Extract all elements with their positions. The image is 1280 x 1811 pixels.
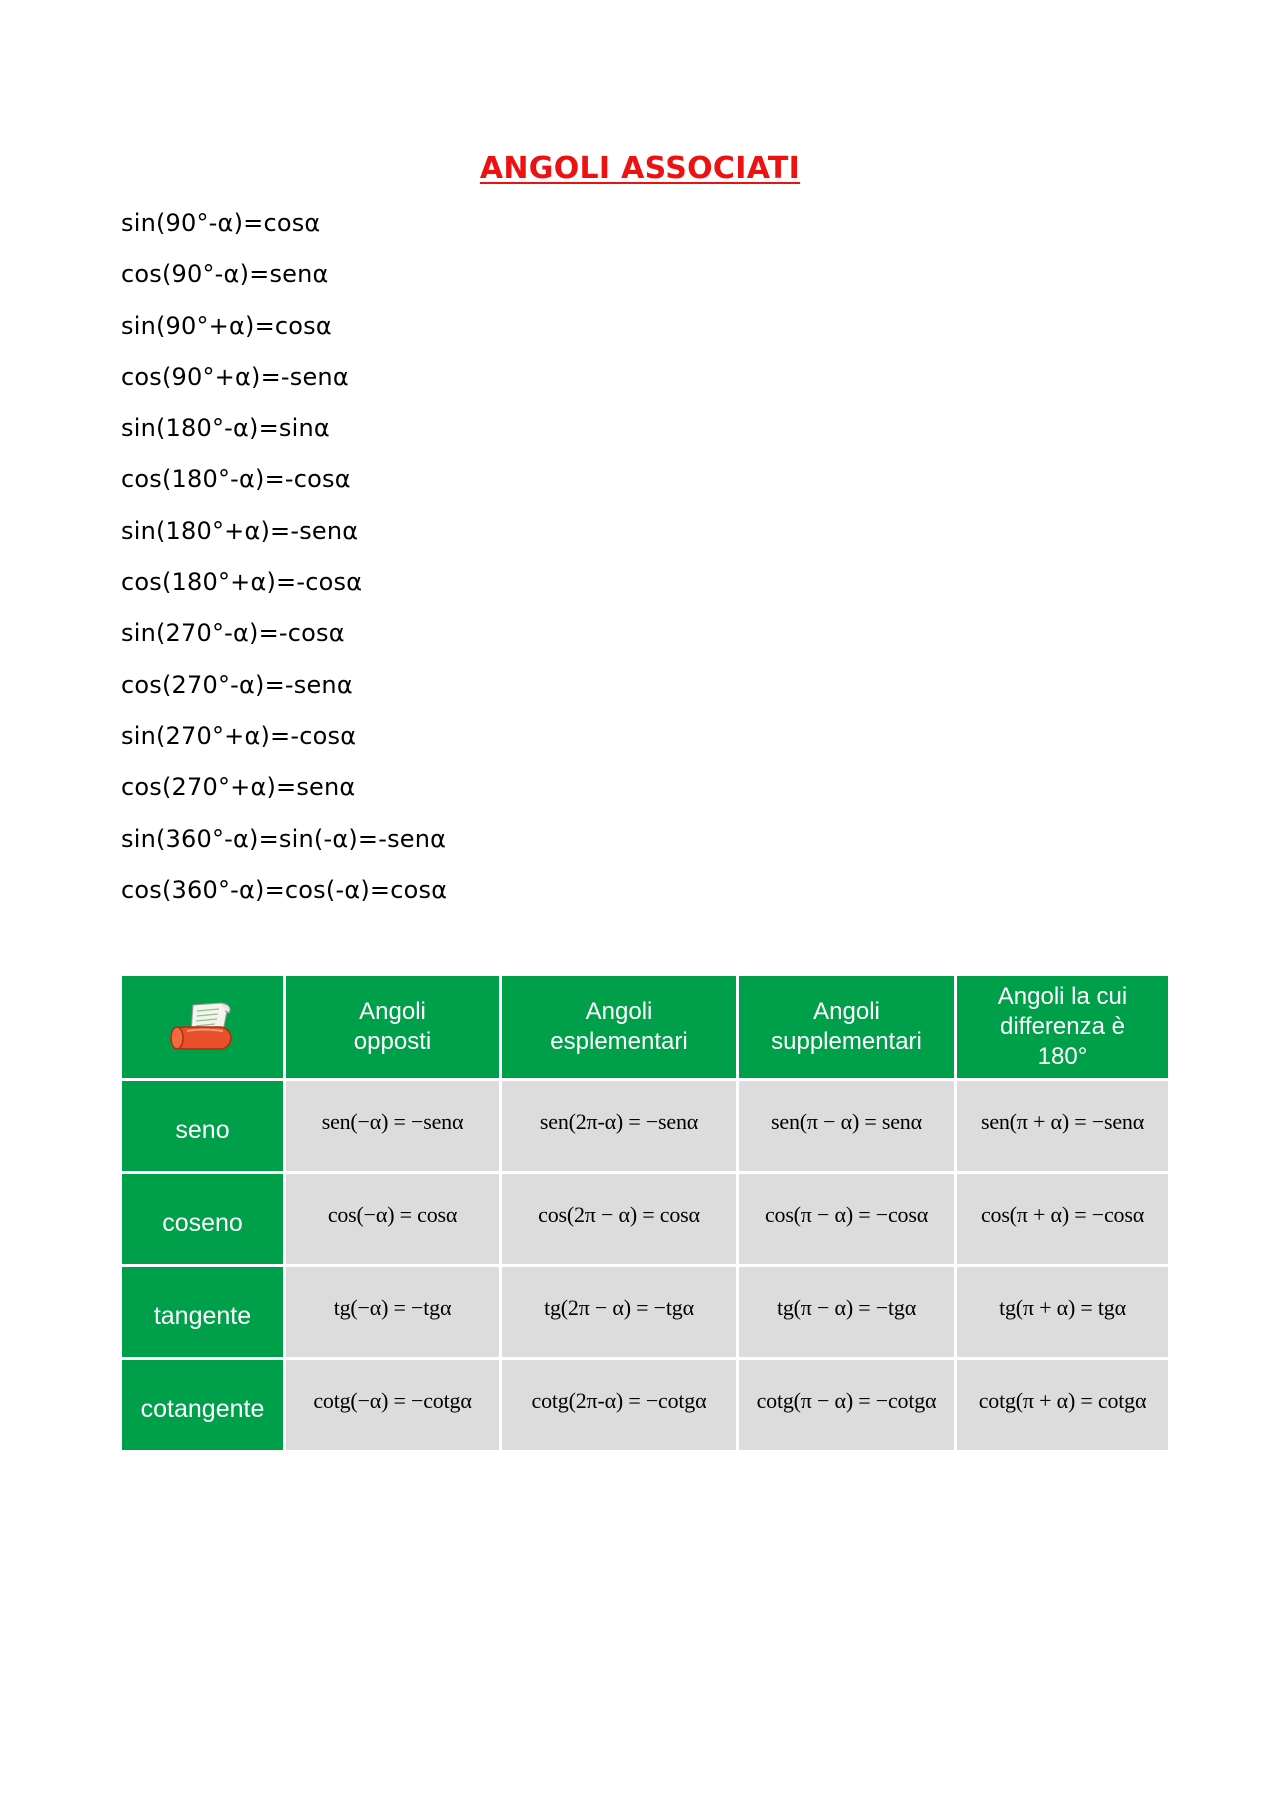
formula-item: sin(90°-α)=cosα [121,209,321,237]
formula-item: cos(90°-α)=senα [121,260,329,289]
table-cell [957,1174,1168,1264]
formula-item: sin(360°-α)=sin(-α)=-senα [121,824,447,853]
formula-item: cos(360°-α)=cos(-α)=cosα [121,875,448,904]
table-header-opposti [286,976,499,1078]
formula-item: cos(270°+α)=senα [121,773,356,802]
formula-text: cotg(−α) = −cotgα [313,1388,472,1413]
formula-item: sin(270°-α)=-cosα [121,619,345,648]
table-cell [739,1174,954,1264]
header-line: differenza è [1000,1013,1125,1040]
formula-item: sin(180°+α)=-senα [121,516,359,545]
formula-text: sen(π + α) = −senα [980,1109,1145,1134]
formula-text: tg(−α) = −tgα [333,1295,452,1320]
header-line: esplementari [550,1028,688,1055]
formula-text: cos(π + α) = −cosα [980,1202,1145,1227]
header-line: 180° [1037,1043,1088,1070]
table-cell [957,1360,1168,1450]
formula-item: cos(180°-α)=-cosα [121,465,351,494]
formula-item: sin(180°-α)=sinα [121,414,330,443]
formula-text: tg(π − α) = −tgα [776,1295,917,1320]
table-row [122,1174,1168,1264]
formula-text: tg(2π − α) = −tgα [544,1295,694,1320]
formula-text: cotg(π − α) = −cotgα [756,1388,937,1413]
table-row [122,1360,1168,1450]
formula-text: cos(−α) = cosα [327,1202,458,1227]
row-label-tangente: tangente [122,1267,283,1357]
table-header-row [122,976,1168,1078]
table-header-supplementari [739,976,954,1078]
formula-text: sen(π − α) = senα [771,1109,922,1134]
row-label-seno: seno [122,1081,283,1171]
formula-item: cos(90°+α)=-senα [121,362,349,391]
formula-text: cotg(π + α) = cotgα [978,1388,1147,1413]
table-cell [502,1267,736,1357]
page-title: ANGOLI ASSOCIATI [479,151,801,186]
table-cell [502,1081,736,1171]
formula-text: cos(2π − α) = cosα [538,1202,700,1227]
table-cell [739,1267,954,1357]
formula-item: sin(90°+α)=cosα [121,311,332,340]
table-row [122,1081,1168,1171]
formula-text: tg(π + α) = tgα [999,1295,1126,1320]
table-row [122,1267,1168,1357]
formula-text: sen(2π-α) = −senα [539,1109,699,1134]
row-label-coseno: coseno [122,1174,283,1264]
header-line: Angoli [813,998,880,1025]
table-cell [502,1360,736,1450]
formula-text: cos(π − α) = −cosα [764,1202,929,1227]
header-line: Angoli [359,998,426,1025]
table-header-esplementari [502,976,736,1078]
table-header-differenza-180 [957,976,1168,1078]
table-cell [502,1174,736,1264]
header-line: Angoli [585,998,653,1025]
header-line: Angoli la cui [997,983,1128,1010]
table-cell [286,1174,499,1264]
formula-text: cotg(2π-α) = −cotgα [531,1388,707,1413]
row-label-cotangente: cotangente [122,1360,283,1450]
formula-item: cos(180°+α)=-cosα [121,568,363,597]
formula-item: cos(270°-α)=-senα [121,670,353,699]
scroll-icon [163,997,243,1057]
table-cell [286,1081,499,1171]
table-cell [739,1360,954,1450]
table-corner-cell [122,976,283,1078]
formula-item: sin(270°+α)=-cosα [121,721,357,750]
formula-list [121,204,447,922]
header-line: supplementari [771,1028,922,1055]
associated-angles-table [119,973,1171,1453]
associated-angles-table-wrapper [122,976,1162,1421]
header-line: opposti [353,1028,432,1055]
table-cell [286,1360,499,1450]
table-cell [957,1267,1168,1357]
table-cell [286,1267,499,1357]
table-cell [739,1081,954,1171]
formula-text: sen(−α) = −senα [321,1109,464,1134]
table-cell [957,1081,1168,1171]
